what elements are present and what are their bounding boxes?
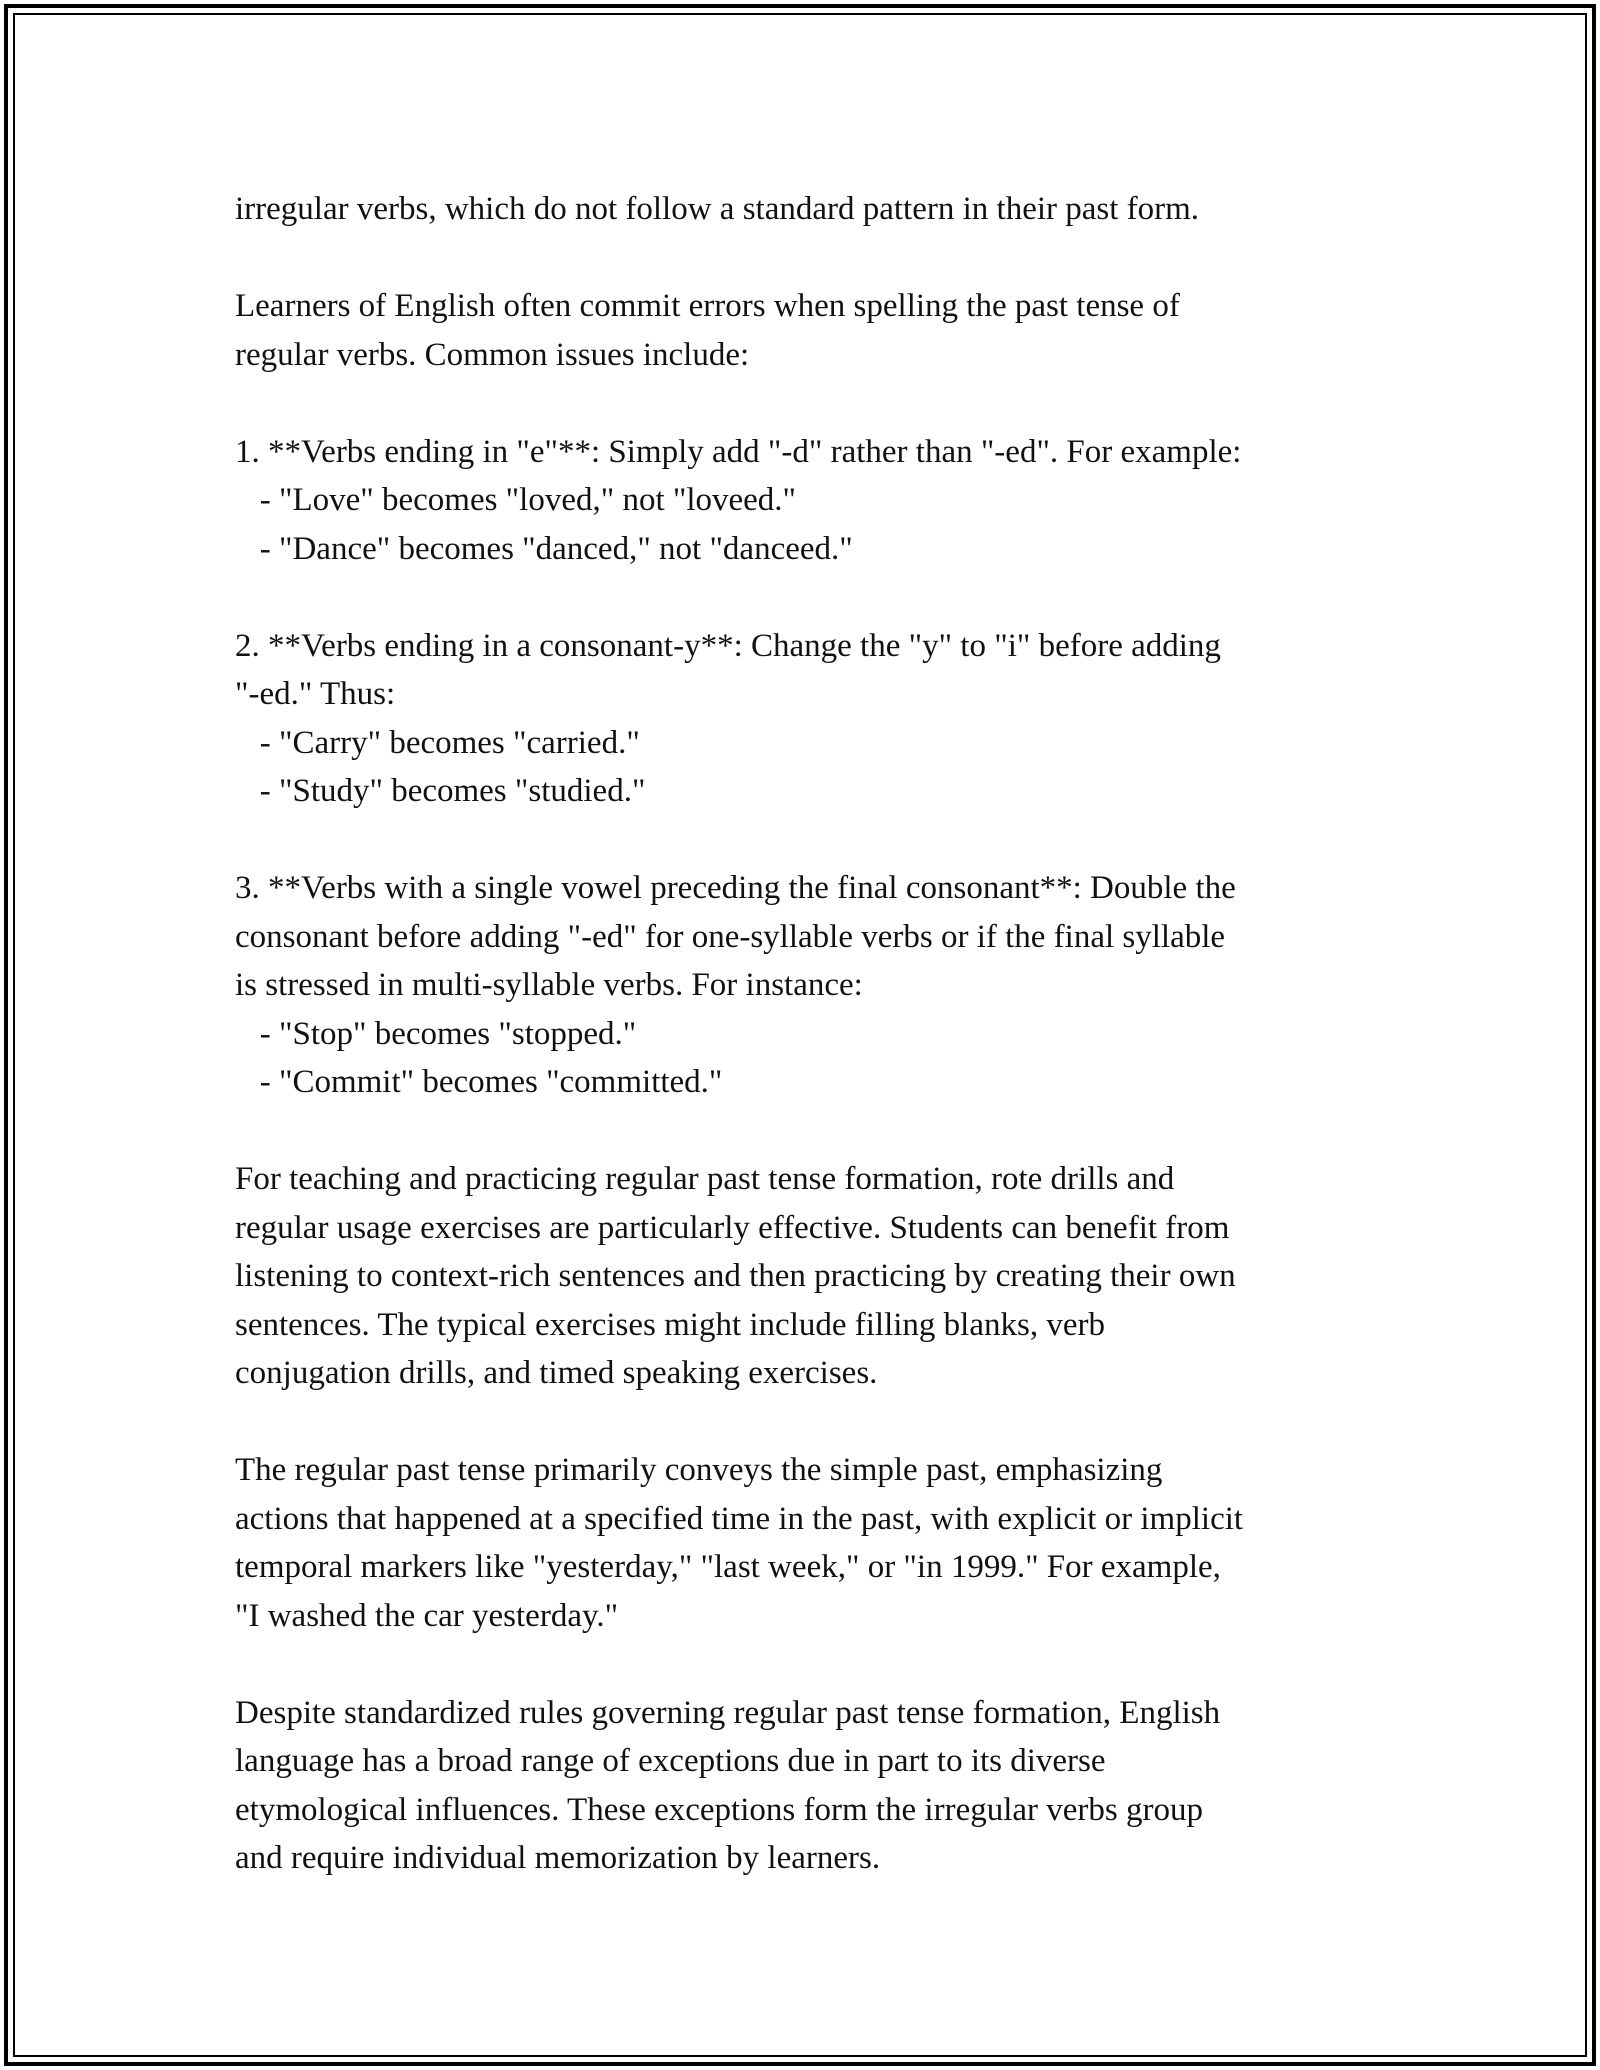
text-line: regular usage exercises are particularly effective. Students can benefit from bbox=[235, 1209, 1230, 1246]
text-line: - "Carry" becomes "carried." bbox=[235, 724, 640, 761]
text-line: - "Study" becomes "studied." bbox=[235, 773, 646, 809]
text-line: sentences. The typical exercises might include filling blanks, verb bbox=[235, 1306, 1105, 1343]
paragraph-gap bbox=[235, 1107, 1375, 1156]
paragraph-simple-past-usage bbox=[235, 1446, 1375, 1640]
text-line: language has a broad range of exceptions due in part to its diverse bbox=[235, 1743, 1106, 1779]
text-line: For teaching and practicing regular past tense formation, rote drills and bbox=[235, 1161, 1175, 1197]
paragraph-gap bbox=[235, 234, 1375, 283]
text-line: 1. **Verbs ending in "e"**: Simply add "-d" rather than "-ed". For example: bbox=[235, 433, 1242, 470]
paragraph-gap bbox=[235, 1640, 1375, 1689]
text-line: and require individual memorization by learners. bbox=[235, 1840, 881, 1876]
paragraph-gap bbox=[235, 816, 1375, 865]
text-line: actions that happened at a specified time in the past, with explicit or implicit bbox=[235, 1500, 1244, 1537]
paragraph-gap bbox=[235, 1398, 1375, 1447]
text-line: temporal markers like "yesterday," "last week," or "in 1999." For example, bbox=[235, 1549, 1221, 1585]
list-item-rule-1 bbox=[235, 428, 1375, 574]
text-line: consonant before adding "-ed" for one-syllable verbs or if the final syllable bbox=[235, 918, 1226, 955]
paragraph-gap bbox=[235, 573, 1375, 622]
text-line: - "Stop" becomes "stopped." bbox=[235, 1015, 637, 1052]
text-line: The regular past tense primarily conveys the simple past, emphasizing bbox=[235, 1452, 1163, 1488]
text-line: regular verbs. Common issues include: bbox=[235, 336, 750, 373]
text-line: - "Dance" becomes "danced," not "danceed." bbox=[235, 530, 853, 567]
text-line: "-ed." Thus: bbox=[235, 676, 396, 712]
text-line: irregular verbs, which do not follow a standard pattern in their past form. bbox=[235, 191, 1200, 227]
text-line: - "Love" becomes "loved," not "loveed." bbox=[235, 482, 797, 518]
paragraph-irregular-verbs-intro bbox=[235, 185, 1375, 234]
text-line: conjugation drills, and timed speaking exercises. bbox=[235, 1355, 878, 1391]
text-line: 2. **Verbs ending in a consonant-y**: Change the "y" to "i" before adding bbox=[235, 627, 1221, 664]
paragraph-exceptions bbox=[235, 1689, 1375, 1883]
text-line: "I washed the car yesterday." bbox=[235, 1597, 619, 1634]
document-body bbox=[235, 185, 1375, 1883]
paragraph-common-errors bbox=[235, 282, 1375, 379]
list-item-rule-2 bbox=[235, 622, 1375, 816]
text-line: etymological influences. These exceptions form the irregular verbs group bbox=[235, 1791, 1203, 1828]
paragraph-teaching bbox=[235, 1155, 1375, 1398]
list-item-rule-3 bbox=[235, 864, 1375, 1107]
text-line: Despite standardized rules governing regular past tense formation, English bbox=[235, 1694, 1221, 1731]
text-line: Learners of English often commit errors when spelling the past tense of bbox=[235, 288, 1180, 324]
text-line: is stressed in multi-syllable verbs. For instance: bbox=[235, 967, 863, 1003]
paragraph-gap bbox=[235, 379, 1375, 428]
text-line: listening to context-rich sentences and then practicing by creating their own bbox=[235, 1258, 1236, 1294]
text-line: - "Commit" becomes "committed." bbox=[235, 1064, 723, 1100]
text-line: 3. **Verbs with a single vowel preceding the final consonant**: Double the bbox=[235, 870, 1236, 906]
